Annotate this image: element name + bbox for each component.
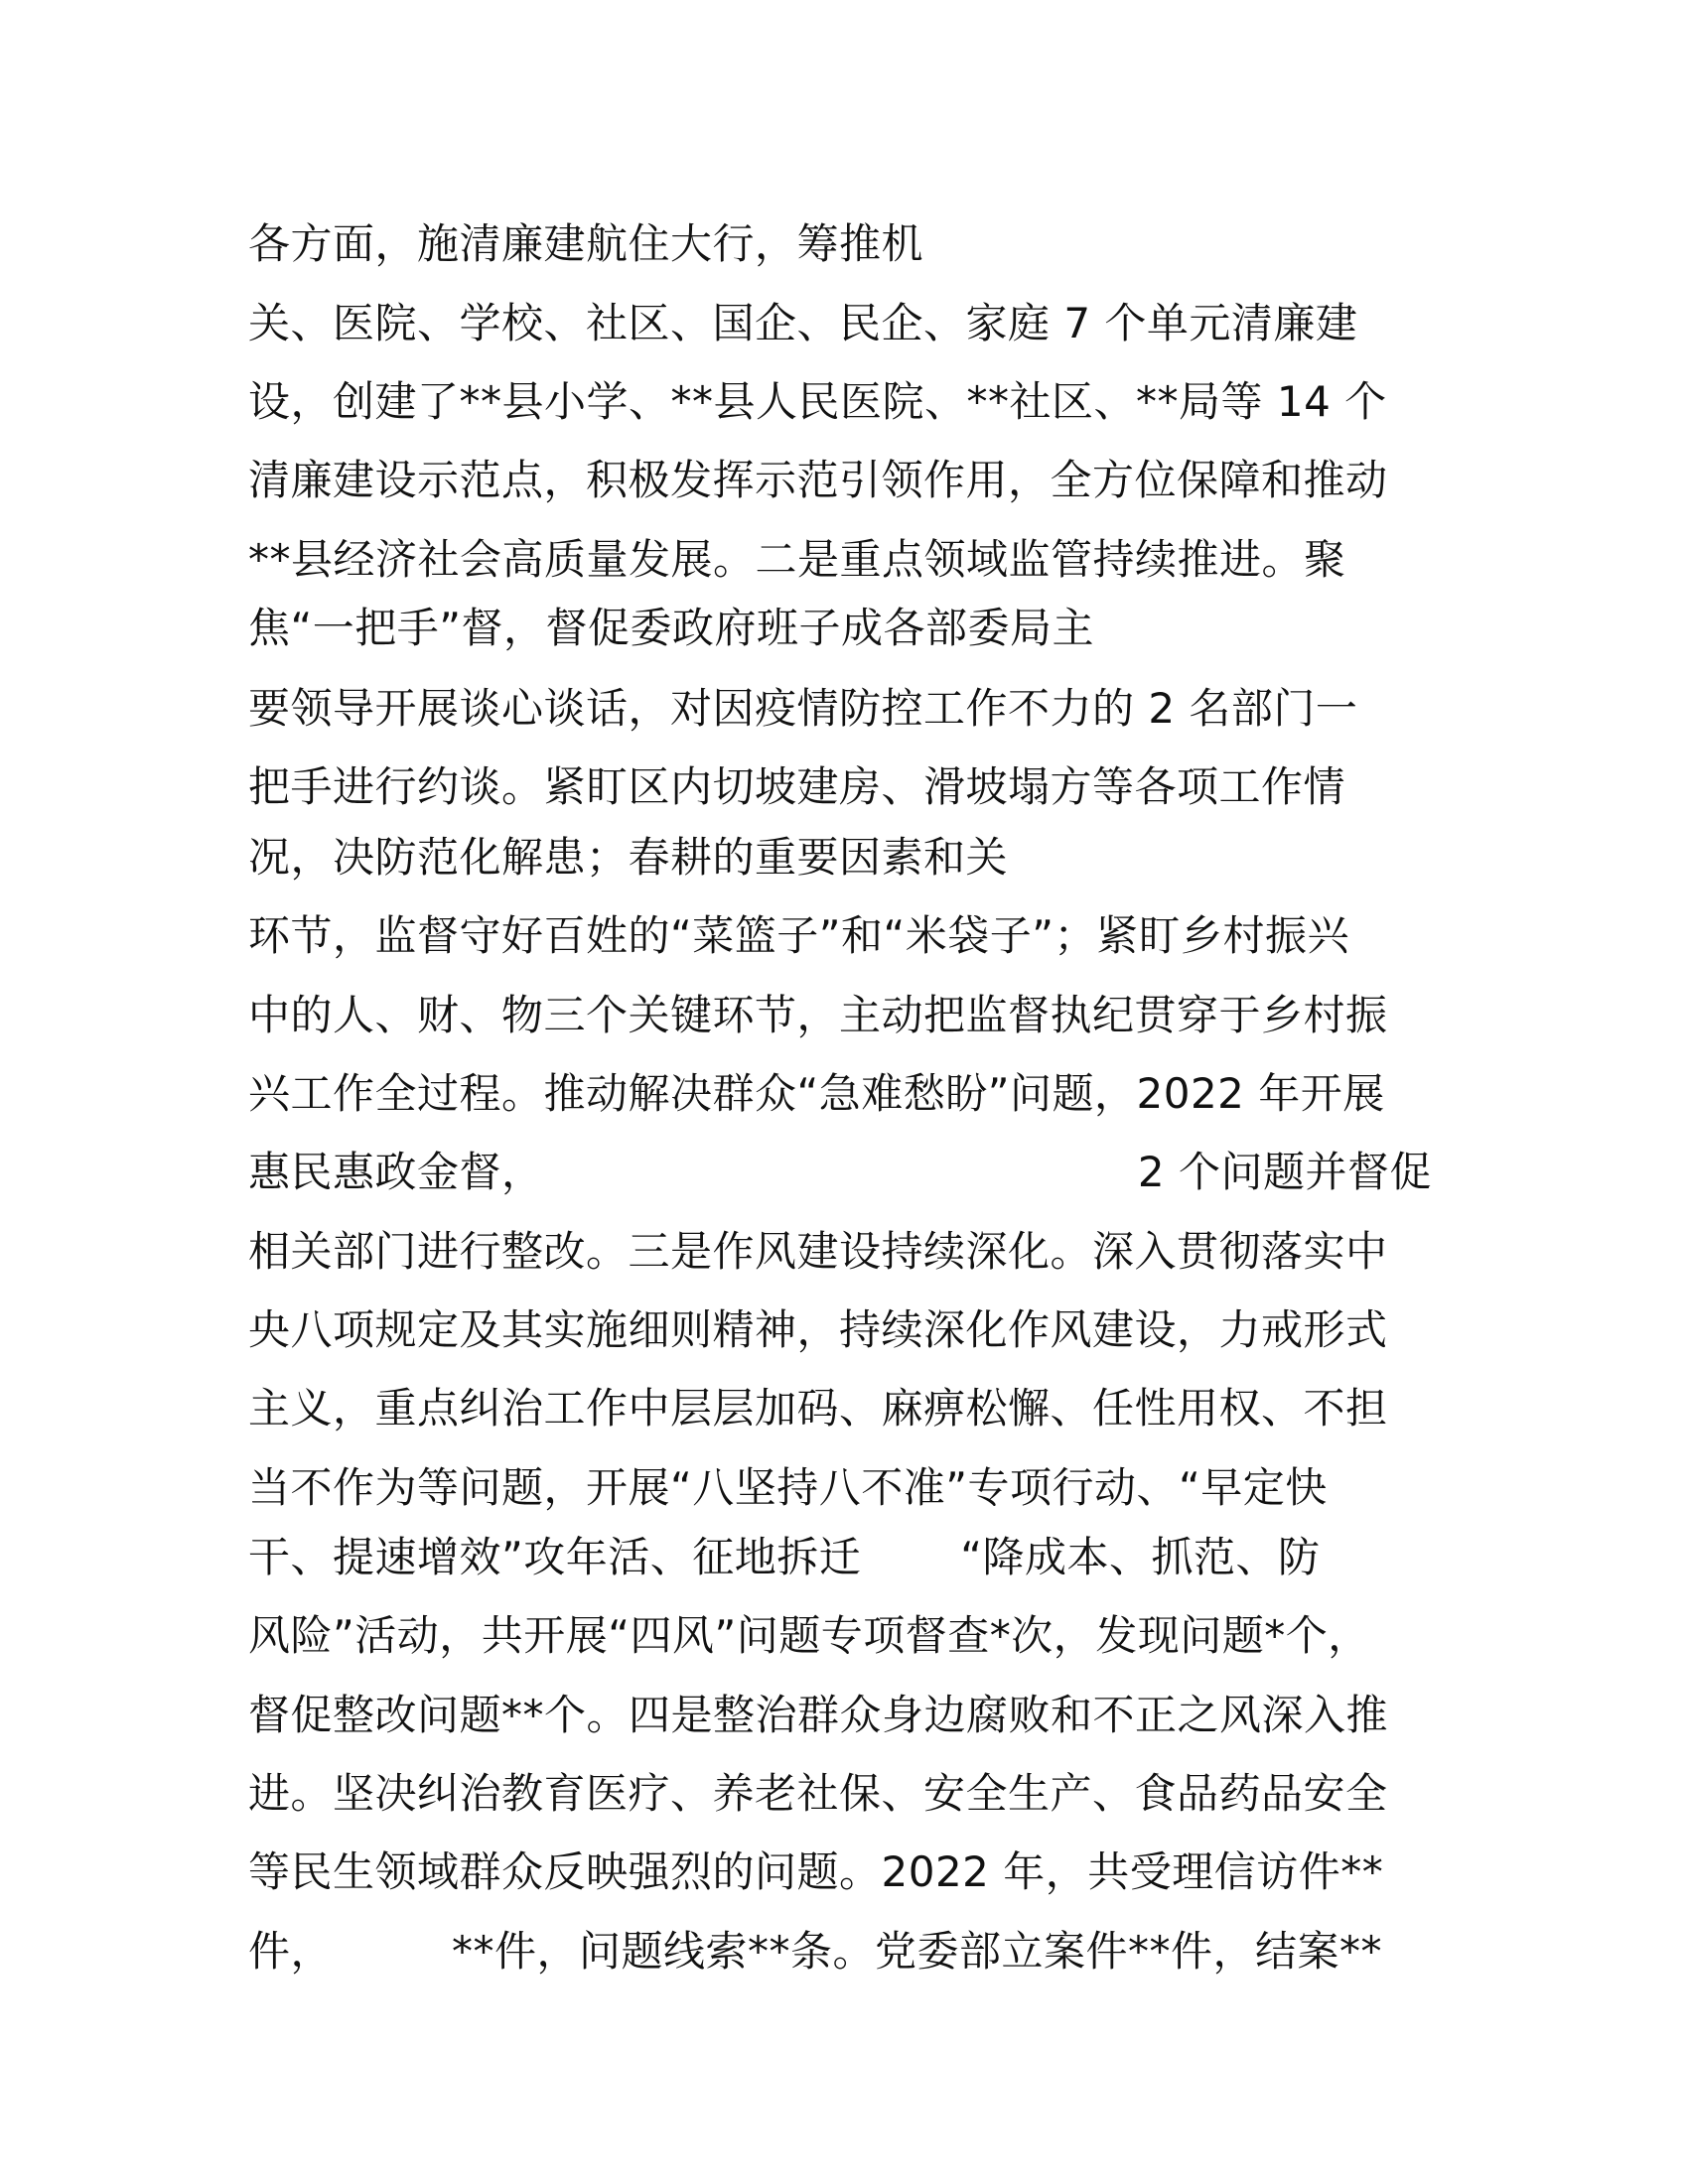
text-line-23-c: 党委 [875, 1927, 960, 1976]
text-line-11: 中的人、财、物三个关键环节，主动把监督执纪贯穿于乡村振 [248, 991, 1388, 1039]
text-line-1: 各方面，施清廉建航住大行，筹推机 [248, 219, 924, 268]
text-line-19: 风险”活动，共开展“四风”问题专项督查*次，发现问题*个， [248, 1611, 1370, 1660]
text-line-13 [248, 1145, 1432, 1200]
text-line-9: 况，决防范化解患；春耕的重要因素和关 [248, 833, 1009, 882]
text-line-14: 相关部门进行整改。三是作风建设持续深化。深入贯彻落实中 [248, 1227, 1388, 1276]
text-line-13-left: 惠民惠政金督， [248, 1148, 544, 1196]
text-line-23-d: 部立案件**件，结案** [959, 1927, 1383, 1976]
text-line-12: 兴工作全过程。推动解决群众“急难愁盼”问题，2022 年开展 [248, 1069, 1385, 1118]
text-line-5: **县经济社会高质量发展。二是重点领域监管持续推进。聚 [248, 535, 1346, 584]
text-line-6: 焦“一把手”督，督促委政府班子成各部委局主 [248, 604, 1095, 652]
text-line-2: 关、医院、学校、社区、国企、民企、家庭 7 个单元清廉建 [248, 299, 1358, 347]
text-line-18 [248, 1530, 1321, 1585]
text-line-7: 要领导开展谈心谈话，对因疫情防控工作不力的 2 名部门一 [248, 684, 1358, 733]
text-line-23-b: **件，问题线索**条。 [452, 1927, 876, 1976]
text-line-18-left: 干、提速增效”攻年活、征地拆迁 [248, 1533, 862, 1581]
text-line-8: 把手进行约谈。紧盯区内切坡建房、滑坡塌方等各项工作情 [248, 762, 1346, 811]
text-line-16: 主义，重点纠治工作中层层加码、麻痹松懈、任性用权、不担 [248, 1384, 1388, 1433]
text-line-17: 当不作为等问题，开展“八坚持八不准”专项行动、“早定快 [248, 1463, 1328, 1512]
text-line-13-right: 2 个问题并督促 [1137, 1148, 1432, 1196]
text-line-23 [248, 1924, 1382, 1979]
text-line-15: 央八项规定及其实施细则精神，持续深化作风建设，力戒形式 [248, 1305, 1388, 1354]
text-line-18-right: “降成本、抓范、防 [960, 1533, 1321, 1581]
text-line-3: 设，创建了**县小学、**县人民医院、**社区、**局等 14 个 [248, 377, 1387, 426]
text-line-23-a: 件， [248, 1927, 334, 1976]
text-line-10: 环节，监督守好百姓的“菜篮子”和“米袋子”；紧盯乡村振兴 [248, 911, 1350, 960]
text-line-22: 等民生领域群众反映强烈的问题。2022 年，共受理信访件** [248, 1847, 1384, 1896]
text-line-21: 进。坚决纠治教育医疗、养老社保、安全生产、食品药品安全 [248, 1769, 1388, 1818]
text-line-20: 督促整改问题**个。四是整治群众身边腐败和不正之风深入推 [248, 1691, 1389, 1739]
text-line-4: 清廉建设示范点，积极发挥示范引领作用，全方位保障和推动 [248, 456, 1388, 504]
